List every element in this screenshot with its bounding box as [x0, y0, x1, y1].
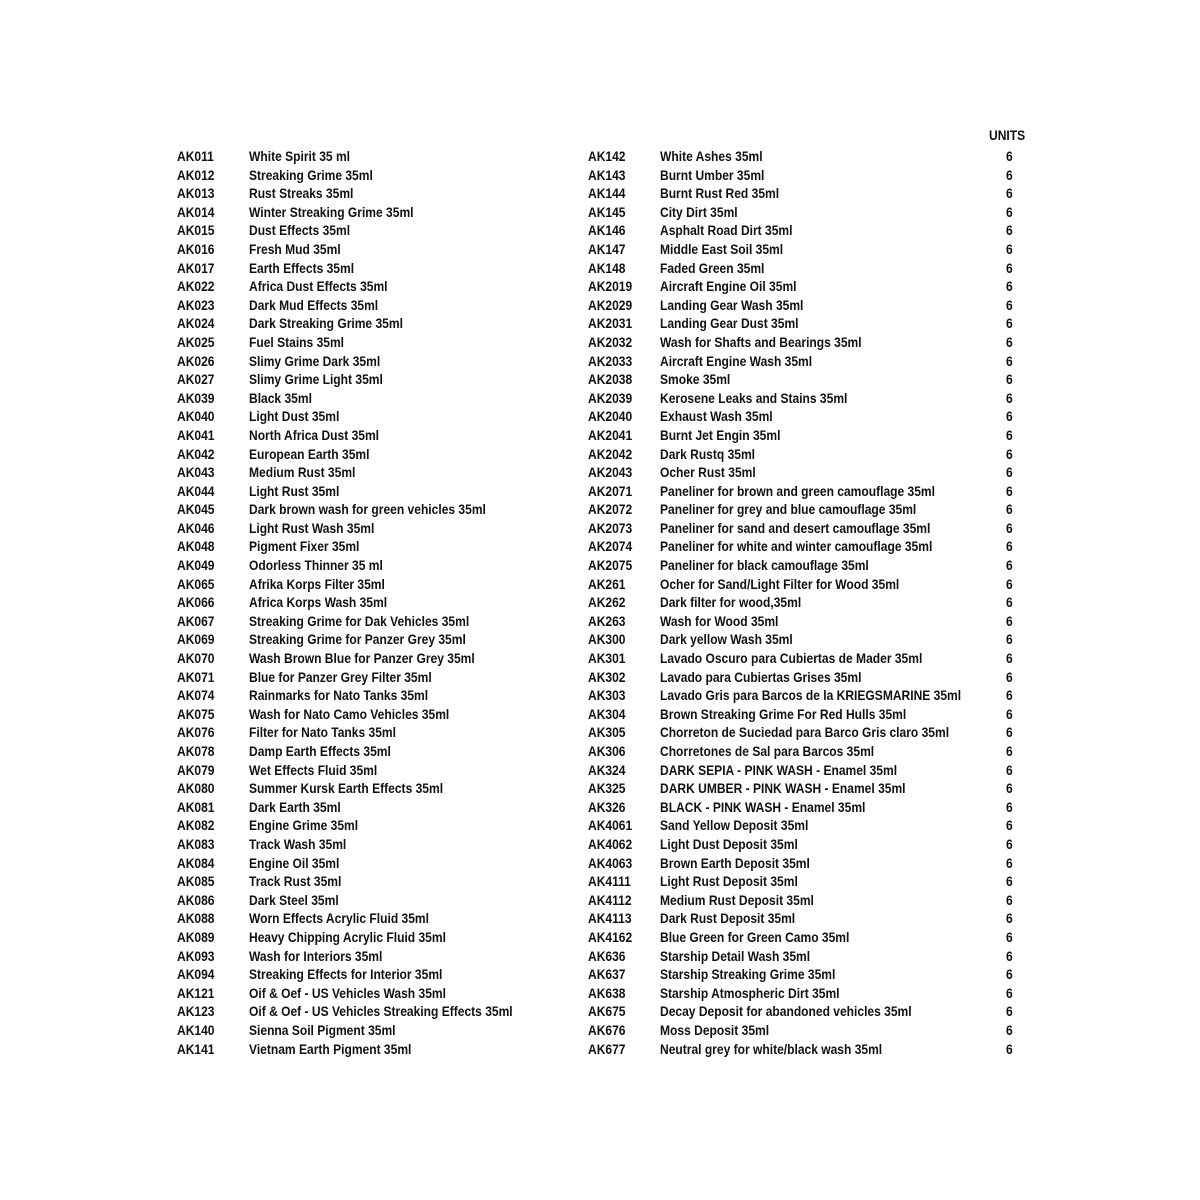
- product-name: Lavado Oscuro para Cubiertas de Mader 35ml: [660, 650, 923, 667]
- product-name: Faded Green 35ml: [660, 259, 765, 276]
- product-name: Ocher for Sand/Light Filter for Wood 35ml: [660, 575, 900, 592]
- product-code: AK015: [177, 222, 215, 239]
- product-units: 6: [1006, 259, 1013, 276]
- product-name: Africa Korps Wash 35ml: [249, 594, 388, 611]
- product-name: White Ashes 35ml: [660, 148, 763, 164]
- product-units: 6: [1006, 148, 1013, 164]
- product-name: Exhaust Wash 35ml: [660, 408, 773, 425]
- units-column-header: UNITS: [989, 127, 1026, 143]
- product-name: Ocher Rust 35ml: [660, 464, 756, 481]
- product-units: 6: [1006, 724, 1013, 741]
- product-units: 6: [1006, 705, 1013, 722]
- product-name: Pigment Fixer 35ml: [249, 538, 360, 555]
- product-code: AK086: [177, 891, 215, 908]
- product-code: AK4162: [588, 928, 633, 945]
- product-code: AK067: [177, 612, 215, 629]
- product-code: AK027: [177, 371, 215, 388]
- product-name: Streaking Grime for Panzer Grey 35ml: [249, 631, 466, 648]
- product-name: Medium Rust Deposit 35ml: [660, 891, 814, 908]
- product-code: AK2038: [588, 371, 633, 388]
- product-code: AK146: [588, 222, 626, 239]
- product-name: Track Rust 35ml: [249, 873, 342, 890]
- product-name: Slimy Grime Light 35ml: [249, 371, 383, 388]
- product-code: AK071: [177, 668, 215, 685]
- product-code: AK066: [177, 594, 215, 611]
- product-units: 6: [1006, 464, 1013, 481]
- product-name: Winter Streaking Grime 35ml: [249, 203, 414, 220]
- product-name: Landing Gear Wash 35ml: [660, 296, 804, 313]
- product-name: Paneliner for sand and desert camouflage 35ml: [660, 519, 931, 536]
- product-name: Odorless Thinner 35 ml: [249, 557, 383, 574]
- product-units: 6: [1006, 817, 1013, 834]
- product-units: 6: [1006, 240, 1013, 257]
- product-code: AK326: [588, 798, 626, 815]
- product-units: 6: [1006, 761, 1013, 778]
- product-units: 6: [1006, 891, 1013, 908]
- product-code: AK2042: [588, 445, 633, 462]
- product-name: European Earth 35ml: [249, 445, 370, 462]
- product-name: Heavy Chipping Acrylic Fluid 35ml: [249, 928, 446, 945]
- product-units: 6: [1006, 668, 1013, 685]
- product-code: AK141: [177, 1040, 215, 1057]
- product-units: 6: [1006, 426, 1013, 443]
- product-name: Worn Effects Acrylic Fluid 35ml: [249, 910, 429, 927]
- product-code: AK065: [177, 575, 215, 592]
- product-code: AK094: [177, 966, 215, 983]
- product-units: 6: [1006, 203, 1013, 220]
- product-units: 6: [1006, 1040, 1013, 1057]
- product-units: 6: [1006, 947, 1013, 964]
- product-name: Engine Oil 35ml: [249, 854, 340, 871]
- product-name: Aircraft Engine Wash 35ml: [660, 352, 813, 369]
- product-units: 6: [1006, 650, 1013, 667]
- product-name: Aircraft Engine Oil 35ml: [660, 278, 797, 295]
- product-name: Neutral grey for white/black wash 35ml: [660, 1040, 883, 1057]
- product-code: AK147: [588, 240, 626, 257]
- product-name: Streaking Effects for Interior 35ml: [249, 966, 443, 983]
- product-code: AK093: [177, 947, 215, 964]
- product-units: 6: [1006, 538, 1013, 555]
- product-units: 6: [1006, 389, 1013, 406]
- product-name: White Spirit 35 ml: [249, 148, 351, 164]
- product-units: 6: [1006, 928, 1013, 945]
- product-code: AK089: [177, 928, 215, 945]
- product-name: Starship Atmospheric Dirt 35ml: [660, 984, 840, 1001]
- product-name: Wash Brown Blue for Panzer Grey 35ml: [249, 650, 475, 667]
- product-code: AK2029: [588, 296, 633, 313]
- product-code: AK2039: [588, 389, 633, 406]
- product-units: 6: [1006, 780, 1013, 797]
- product-name: Wash for Nato Camo Vehicles 35ml: [249, 705, 450, 722]
- product-name: Moss Deposit 35ml: [660, 1021, 770, 1038]
- product-name: Light Rust Wash 35ml: [249, 519, 375, 536]
- product-code: AK2041: [588, 426, 633, 443]
- product-units: 6: [1006, 501, 1013, 518]
- product-code: AK4113: [588, 910, 632, 927]
- product-name: Brown Streaking Grime For Red Hulls 35ml: [660, 705, 907, 722]
- product-code: AK2073: [588, 519, 633, 536]
- product-code: AK300: [588, 631, 626, 648]
- product-code: AK262: [588, 594, 626, 611]
- product-name: Middle East Soil 35ml: [660, 240, 784, 257]
- product-units: 6: [1006, 798, 1013, 815]
- product-code: AK074: [177, 687, 215, 704]
- product-code: AK2032: [588, 333, 633, 350]
- product-name: Sand Yellow Deposit 35ml: [660, 817, 809, 834]
- product-units: 6: [1006, 333, 1013, 350]
- product-code: AK303: [588, 687, 626, 704]
- product-code: AK039: [177, 389, 215, 406]
- product-units: 6: [1006, 352, 1013, 369]
- product-code: AK2040: [588, 408, 633, 425]
- product-code: AK2074: [588, 538, 633, 555]
- product-code: AK070: [177, 650, 215, 667]
- product-code: AK677: [588, 1040, 626, 1057]
- product-name: Black 35ml: [249, 389, 312, 406]
- product-code: AK2072: [588, 501, 633, 518]
- product-units: 6: [1006, 612, 1013, 629]
- product-name: Dark Streaking Grime 35ml: [249, 315, 403, 332]
- product-name: Chorreton de Suciedad para Barco Gris claro 35ml: [660, 724, 950, 741]
- product-name: Dark yellow Wash 35ml: [660, 631, 793, 648]
- product-units: 6: [1006, 222, 1013, 239]
- product-units: 6: [1006, 445, 1013, 462]
- product-name: Decay Deposit for abandoned vehicles 35ml: [660, 1003, 912, 1020]
- product-name: Africa Dust Effects 35ml: [249, 278, 388, 295]
- product-units: 6: [1006, 408, 1013, 425]
- product-name: City Dirt 35ml: [660, 203, 738, 220]
- product-name: BLACK - PINK WASH - Enamel 35ml: [660, 798, 866, 815]
- product-units: 6: [1006, 482, 1013, 499]
- product-code: AK302: [588, 668, 626, 685]
- product-name: Light Rust Deposit 35ml: [660, 873, 798, 890]
- product-name: Engine Grime 35ml: [249, 817, 359, 834]
- product-name: Light Dust 35ml: [249, 408, 340, 425]
- product-code: AK011: [177, 148, 214, 164]
- product-code: AK143: [588, 166, 626, 183]
- product-code: AK022: [177, 278, 215, 295]
- product-code: AK049: [177, 557, 215, 574]
- product-code: AK044: [177, 482, 215, 499]
- product-name: Fuel Stains 35ml: [249, 333, 345, 350]
- product-code: AK2033: [588, 352, 633, 369]
- product-code: AK082: [177, 817, 215, 834]
- product-name: Dark Earth 35ml: [249, 798, 341, 815]
- product-code: AK045: [177, 501, 215, 518]
- product-name: Dark Rust Deposit 35ml: [660, 910, 796, 927]
- product-name: Asphalt Road Dirt 35ml: [660, 222, 793, 239]
- product-name: Dark Rustq 35ml: [660, 445, 756, 462]
- product-units: 6: [1006, 519, 1013, 536]
- product-code: AK140: [177, 1021, 215, 1038]
- product-name: Summer Kursk Earth Effects 35ml: [249, 780, 444, 797]
- product-name: DARK SEPIA - PINK WASH - Enamel 35ml: [660, 761, 898, 778]
- product-code: AK014: [177, 203, 215, 220]
- product-name: Blue for Panzer Grey Filter 35ml: [249, 668, 432, 685]
- product-code: AK040: [177, 408, 215, 425]
- product-name: Chorretones de Sal para Barcos 35ml: [660, 743, 875, 759]
- product-code: AK025: [177, 333, 215, 350]
- product-name: Wash for Shafts and Bearings 35ml: [660, 333, 862, 350]
- product-units: 6: [1006, 278, 1013, 295]
- product-units: 6: [1006, 631, 1013, 648]
- product-code: AK012: [177, 166, 215, 183]
- product-code: AK325: [588, 780, 626, 797]
- product-units: 6: [1006, 296, 1013, 313]
- product-name: Wash for Wood 35ml: [660, 612, 779, 629]
- product-name: Afrika Korps Filter 35ml: [249, 575, 385, 592]
- product-code: AK024: [177, 315, 215, 332]
- product-code: AK076: [177, 724, 215, 741]
- product-code: AK636: [588, 947, 626, 964]
- product-units: 6: [1006, 1021, 1013, 1038]
- product-name: Medium Rust 35ml: [249, 464, 356, 481]
- product-code: AK4112: [588, 891, 632, 908]
- product-units: 6: [1006, 371, 1013, 388]
- product-code: AK046: [177, 519, 215, 536]
- product-code: AK324: [588, 761, 626, 778]
- product-code: AK145: [588, 203, 626, 220]
- product-name: Slimy Grime Dark 35ml: [249, 352, 381, 369]
- product-units: 6: [1006, 966, 1013, 983]
- product-code: AK041: [177, 426, 215, 443]
- product-code: AK301: [588, 650, 626, 667]
- product-units: 6: [1006, 185, 1013, 202]
- product-name: Paneliner for black camouflage 35ml: [660, 557, 869, 574]
- product-name: Dark Mud Effects 35ml: [249, 296, 379, 313]
- product-units: 6: [1006, 557, 1013, 574]
- product-code: AK016: [177, 240, 215, 257]
- product-name: Brown Earth Deposit 35ml: [660, 854, 810, 871]
- product-code: AK080: [177, 780, 215, 797]
- product-code: AK638: [588, 984, 626, 1001]
- product-name: Fresh Mud 35ml: [249, 240, 341, 257]
- product-code: AK023: [177, 296, 215, 313]
- product-name: Lavado Gris para Barcos de la KRIEGSMARINE 35ml: [660, 687, 962, 704]
- product-code: AK048: [177, 538, 215, 555]
- product-code: AK2071: [588, 482, 633, 499]
- product-units: 6: [1006, 166, 1013, 183]
- product-name: Landing Gear Dust 35ml: [660, 315, 799, 332]
- product-units: 6: [1006, 315, 1013, 332]
- product-code: AK144: [588, 185, 626, 202]
- product-code: AK042: [177, 445, 215, 462]
- product-units: 6: [1006, 910, 1013, 927]
- product-code: AK305: [588, 724, 626, 741]
- product-name: Rust Streaks 35ml: [249, 185, 354, 202]
- product-code: AK026: [177, 352, 215, 369]
- product-code: AK083: [177, 835, 215, 852]
- product-name: Starship Streaking Grime 35ml: [660, 966, 836, 983]
- product-code: AK123: [177, 1003, 215, 1020]
- product-name: Dark brown wash for green vehicles 35ml: [249, 501, 486, 518]
- product-name: Earth Effects 35ml: [249, 259, 355, 276]
- product-code: AK043: [177, 464, 215, 481]
- product-name: Dark filter for wood,35ml: [660, 594, 802, 611]
- product-name: Starship Detail Wash 35ml: [660, 947, 811, 964]
- product-units: 6: [1006, 873, 1013, 890]
- product-units: 6: [1006, 687, 1013, 704]
- product-name: Track Wash 35ml: [249, 835, 347, 852]
- product-name: Streaking Grime 35ml: [249, 166, 373, 183]
- product-code: AK084: [177, 854, 215, 871]
- product-units: 6: [1006, 594, 1013, 611]
- product-name: North Africa Dust 35ml: [249, 426, 380, 443]
- product-code: AK2031: [588, 315, 633, 332]
- product-code: AK075: [177, 705, 215, 722]
- product-code: AK085: [177, 873, 215, 890]
- product-code: AK2075: [588, 557, 633, 574]
- product-name: Smoke 35ml: [660, 371, 731, 388]
- product-code: AK263: [588, 612, 626, 629]
- product-name: DARK UMBER - PINK WASH - Enamel 35ml: [660, 780, 906, 797]
- product-code: AK081: [177, 798, 215, 815]
- product-code: AK4062: [588, 835, 633, 852]
- product-name: Rainmarks for Nato Tanks 35ml: [249, 687, 429, 704]
- product-units: 6: [1006, 743, 1013, 759]
- product-code: AK017: [177, 259, 215, 276]
- product-code: AK2043: [588, 464, 633, 481]
- product-code: AK637: [588, 966, 626, 983]
- product-name: Light Dust Deposit 35ml: [660, 835, 798, 852]
- product-name: Vietnam Earth Pigment 35ml: [249, 1040, 412, 1057]
- product-code: AK078: [177, 743, 215, 759]
- product-name: Burnt Jet Engin 35ml: [660, 426, 781, 443]
- product-code: AK261: [588, 575, 626, 592]
- product-name: Damp Earth Effects 35ml: [249, 743, 391, 759]
- product-code: AK142: [588, 148, 626, 164]
- product-code: AK4111: [588, 873, 631, 890]
- product-code: AK148: [588, 259, 626, 276]
- product-code: AK675: [588, 1003, 626, 1020]
- product-code: AK079: [177, 761, 215, 778]
- product-code: AK304: [588, 705, 626, 722]
- product-name: Lavado para Cubiertas Grises 35ml: [660, 668, 862, 685]
- product-code: AK013: [177, 185, 215, 202]
- product-code: AK4061: [588, 817, 633, 834]
- product-name: Filter for Nato Tanks 35ml: [249, 724, 396, 741]
- product-name: Kerosene Leaks and Stains 35ml: [660, 389, 848, 406]
- product-code: AK069: [177, 631, 215, 648]
- product-code: AK088: [177, 910, 215, 927]
- product-name: Blue Green for Green Camo 35ml: [660, 928, 850, 945]
- product-code: AK2019: [588, 278, 633, 295]
- product-units: 6: [1006, 984, 1013, 1001]
- product-name: Paneliner for brown and green camouflage 35ml: [660, 482, 935, 499]
- product-name: Sienna Soil Pigment 35ml: [249, 1021, 396, 1038]
- product-code: AK121: [177, 984, 215, 1001]
- product-name: Burnt Umber 35ml: [660, 166, 765, 183]
- product-units: 6: [1006, 575, 1013, 592]
- product-name: Dark Steel 35ml: [249, 891, 339, 908]
- product-units: 6: [1006, 1003, 1013, 1020]
- product-units: 6: [1006, 835, 1013, 852]
- product-code: AK4063: [588, 854, 633, 871]
- product-code: AK306: [588, 743, 626, 759]
- product-name: Paneliner for grey and blue camouflage 35ml: [660, 501, 917, 518]
- product-name: Burnt Rust Red 35ml: [660, 185, 780, 202]
- product-name: Wash for Interiors 35ml: [249, 947, 383, 964]
- product-name: Dust Effects 35ml: [249, 222, 351, 239]
- product-name: Light Rust 35ml: [249, 482, 340, 499]
- product-name: Oif & Oef - US Vehicles Streaking Effects 35ml: [249, 1003, 513, 1020]
- product-name: Streaking Grime for Dak Vehicles 35ml: [249, 612, 470, 629]
- product-code: AK676: [588, 1021, 626, 1038]
- product-name: Oif & Oef - US Vehicles Wash 35ml: [249, 984, 446, 1001]
- product-name: Wet Effects Fluid 35ml: [249, 761, 378, 778]
- product-name: Paneliner for white and winter camouflage 35ml: [660, 538, 933, 555]
- product-units: 6: [1006, 854, 1013, 871]
